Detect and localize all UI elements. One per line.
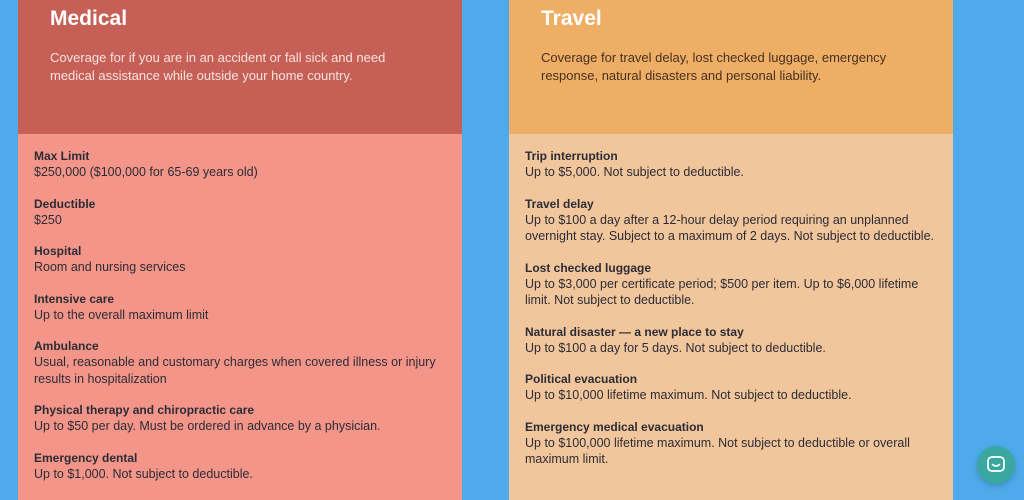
item-label: Intensive care	[34, 291, 115, 306]
item-value: Up to $10,000 lifetime maximum. Not subject to deductible.	[525, 388, 852, 402]
medical-card	[18, 0, 462, 500]
list-item	[525, 260, 937, 309]
item-label: Trip interruption	[525, 149, 618, 163]
list-item	[525, 196, 937, 245]
item-label: Lost checked luggage	[525, 260, 652, 275]
list-item	[34, 338, 446, 387]
item-label: Ambulance	[34, 339, 99, 353]
medical-coverage-list	[18, 134, 462, 500]
list-item	[34, 450, 446, 483]
travel-coverage-list	[509, 134, 953, 500]
list-item	[34, 196, 446, 229]
travel-card	[509, 0, 953, 500]
item-value: $250,000 ($100,000 for 65-69 years old)	[34, 165, 258, 179]
travel-description: Coverage for travel delay, lost checked luggage, emergency response, natural disasters and personal liability.	[541, 50, 887, 83]
item-value: Up to $100 a day after a 12-hour delay period requiring an unplanned overnight stay. Subject to a maximum of 2 days. Not subject to deductible.	[525, 212, 935, 243]
item-label: Political evacuation	[525, 372, 638, 386]
item-label: Physical therapy and chiropractic care	[34, 403, 255, 417]
chat-bubble-icon	[986, 455, 1006, 475]
item-label: Travel delay	[525, 196, 594, 211]
item-value: Usual, reasonable and customary charges when covered illness or injury results in hospitalization	[34, 355, 436, 386]
list-item	[34, 402, 446, 435]
list-item	[525, 419, 937, 468]
item-value: Up to $5,000. Not subject to deductible.	[525, 165, 744, 179]
item-label: Emergency dental	[34, 450, 138, 465]
list-item	[34, 148, 446, 181]
list-item	[525, 148, 937, 181]
list-item	[525, 324, 937, 357]
medical-card-header	[18, 0, 462, 134]
item-label: Deductible	[34, 196, 96, 211]
travel-title: Travel	[541, 7, 602, 30]
item-value: Room and nursing services	[34, 260, 186, 274]
item-value: Up to $50 per day. Must be ordered in advance by a physician.	[34, 419, 381, 433]
item-label: Hospital	[34, 244, 82, 258]
item-value: Up to $1,000. Not subject to deductible.	[34, 466, 253, 481]
item-label: Max Limit	[34, 149, 90, 163]
travel-card-header	[509, 0, 953, 134]
list-item	[34, 243, 446, 276]
item-label: Natural disaster — a new place to stay	[525, 324, 744, 339]
chat-launcher-button[interactable]	[977, 446, 1015, 484]
item-value: $250	[34, 212, 62, 227]
medical-description: Coverage for if you are in an accident or fall sick and need medical assistance while outside your home country.	[50, 50, 386, 83]
medical-title: Medical	[50, 7, 128, 30]
item-value: Up to the overall maximum limit	[34, 307, 209, 322]
item-value: Up to $100 a day for 5 days. Not subject to deductible.	[525, 340, 826, 355]
list-item	[34, 291, 446, 324]
item-value: Up to $3,000 per certificate period; $500 per item. Up to $6,000 lifetime limit. Not subject to deductible.	[525, 276, 919, 307]
item-value: Up to $100,000 lifetime maximum. Not subject to deductible or overall maximum limit.	[525, 435, 910, 466]
list-item	[525, 371, 937, 404]
item-label: Emergency medical evacuation	[525, 419, 704, 434]
